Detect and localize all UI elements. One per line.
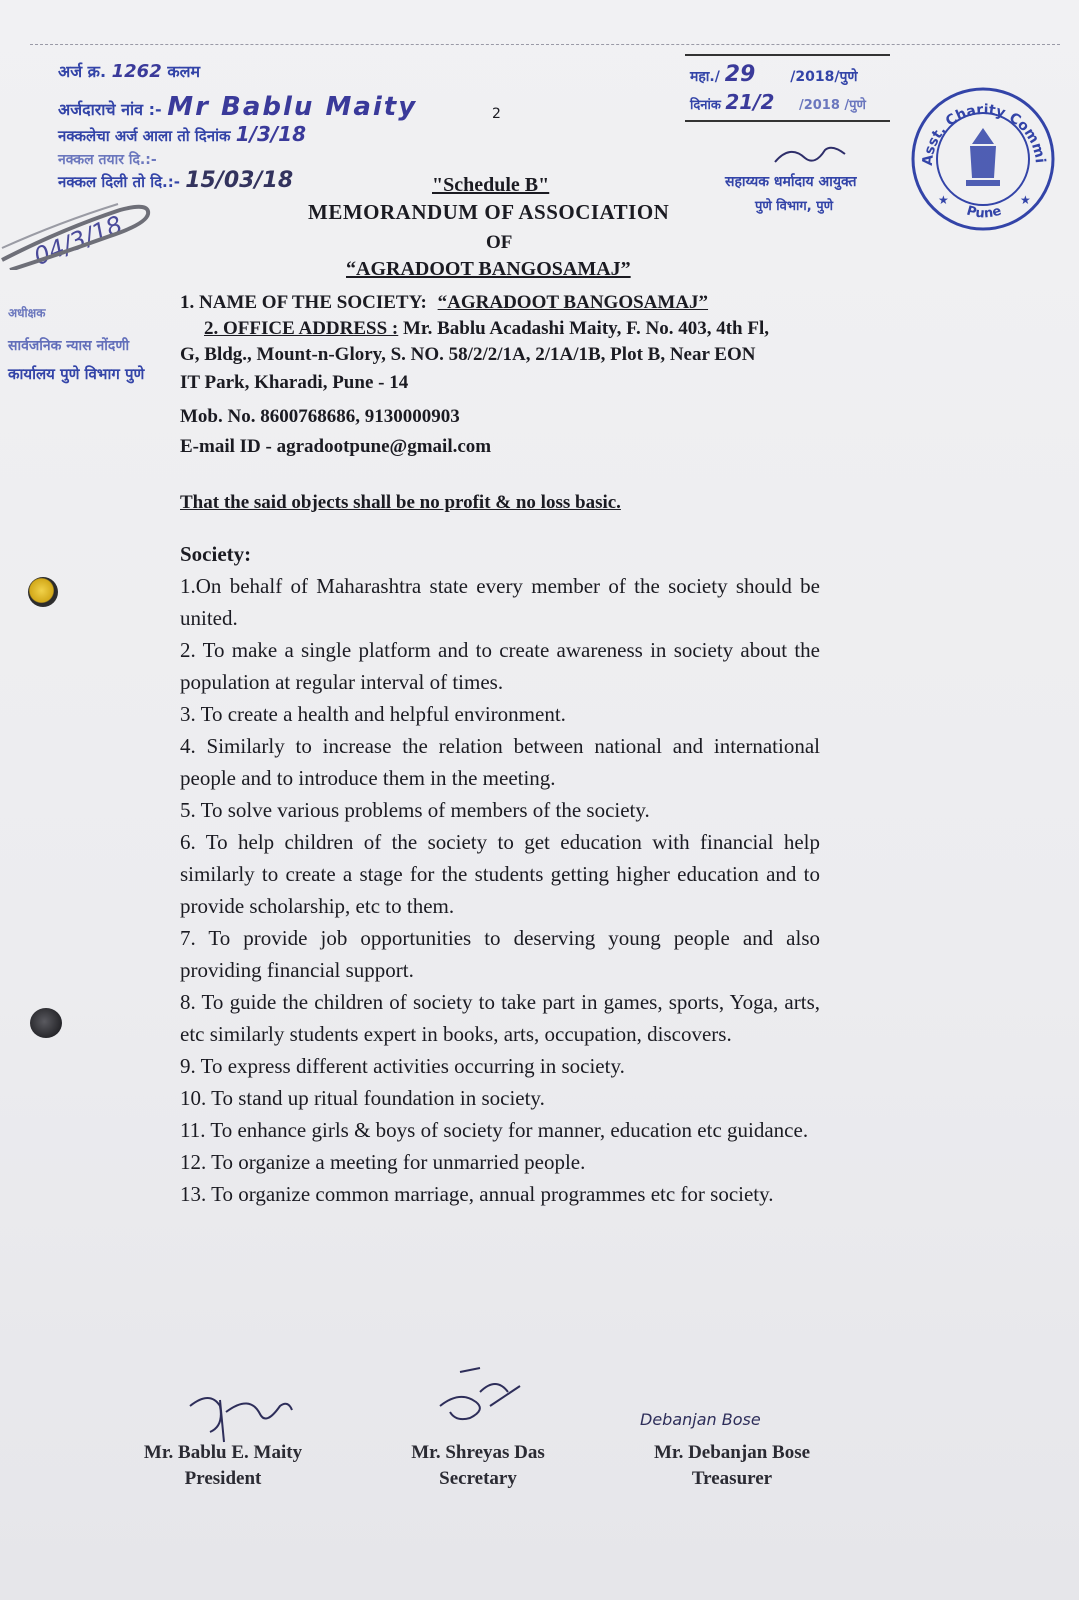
ref-rule-bottom: [685, 120, 890, 122]
object-10: 10. To stand up ritual foundation in society.: [180, 1086, 545, 1110]
object-11: 11. To enhance girls & boys of society for manner, education etc guidance.: [180, 1118, 809, 1142]
ref-line2-value: 21/2: [725, 90, 775, 114]
object-1: 1.On behalf of Maharashtra state every member of the society should be united.: [180, 574, 820, 630]
email-line: E-mail ID - agradootpune@gmail.com: [180, 436, 492, 457]
punch-hole-top: [28, 577, 58, 607]
header-rule: [30, 44, 1060, 45]
society-objects: [180, 538, 820, 1210]
hw-line3-value: 1/3/18: [235, 122, 306, 146]
paper-clip-icon: [0, 200, 160, 270]
margin-note: 04/3/18: [30, 210, 127, 271]
signature-treasurer: Debanjan Bose: [640, 1410, 761, 1429]
punch-hole-bottom: [30, 1008, 62, 1038]
ref-rule-top: [685, 54, 890, 56]
svg-text:Pune: [965, 204, 1004, 222]
svg-text:★: ★: [1020, 193, 1031, 207]
hw-line5-value: 15/03/18: [185, 168, 294, 193]
page-number: 2: [492, 106, 501, 122]
ref-line2-prefix: दिनांक: [690, 98, 721, 113]
object-7: 7. To provide job opportunities to deserving young people and also providing financial support.: [180, 926, 820, 982]
name-value: “AGRADOOT BANGOSAMAJ”: [437, 292, 709, 313]
object-12: 12. To organize a meeting for unmarried people.: [180, 1150, 586, 1174]
of-label: OF: [486, 232, 513, 253]
seal-text-top: Asst. Charity Commi: [919, 101, 1048, 167]
name-label: 1. NAME OF THE SOCIETY:: [180, 292, 427, 313]
hw-line-3: [58, 122, 306, 146]
hw-line-1: [58, 60, 200, 82]
hw-line2-label: अर्जदाराचे नांव :-: [58, 100, 162, 119]
hw-line5-label: नक्कल दिली तो दि.:-: [58, 173, 180, 191]
document-title: MEMORANDUM OF ASSOCIATION: [308, 200, 670, 224]
object-6: 6. To help children of the society to get education with financial help similarly to create a stage for the students getting higher education and to provide scholarship, etc to them.: [180, 830, 820, 918]
signature-secretary-icon: [420, 1362, 530, 1432]
ref-line1-suffix: /2018/पुणे: [790, 69, 858, 85]
hw-line-2: [58, 92, 417, 122]
hw-line1-label: अर्ज क्र.: [58, 62, 107, 81]
address-value-1: Mr. Bablu Acadashi Maity, F. No. 403, 4th Fl,: [403, 318, 769, 339]
hw-line4-label: नक्कल तयार दि.:-: [58, 152, 157, 168]
mobile-line: Mob. No. 8600768686, 9130000903: [180, 406, 460, 427]
object-5: 5. To solve various problems of members of the society.: [180, 798, 650, 822]
ref-line2-suffix: /2018 /पुणे: [798, 98, 866, 113]
signatory-secretary: [378, 1440, 578, 1492]
object-8: 8. To guide the children of society to take part in games, sports, Yoga, arts, etc similarly students expert in books, arts, occupation, discovers.: [180, 990, 820, 1046]
ref-line1-prefix: महा./: [690, 69, 720, 85]
society-name-heading: “AGRADOOT BANGOSAMAJ”: [346, 258, 631, 280]
ref-line-1: [690, 62, 858, 87]
address-line-3: IT Park, Kharadi, Pune - 14: [180, 372, 409, 393]
treasurer-role: Treasurer: [691, 1468, 773, 1489]
official-signature-icon: [770, 140, 850, 170]
schedule-label: "Schedule B": [432, 174, 550, 196]
signature-president-icon: [180, 1386, 300, 1446]
ref-line1-value: 29: [724, 62, 756, 87]
seal-text-bottom: Pune: [964, 203, 1004, 222]
left-stamp-line-2: सार्वजनिक न्यास नोंदणी: [8, 338, 130, 354]
object-13: 13. To organize common marriage, annual programmes etc for society.: [180, 1182, 774, 1206]
address-line-2: G, Bldg., Mount-n-Glory, S. NO. 58/2/2/1A, 2/1A/1B, Plot B, Near EON: [180, 344, 756, 365]
society-heading: Society:: [180, 542, 252, 566]
ref-line-2: [690, 90, 866, 114]
secretary-name: Mr. Shreyas Das: [411, 1442, 545, 1463]
svg-text:★: ★: [938, 193, 949, 207]
office-line-1: सहाय्यक धर्मादाय आयुक्त: [725, 174, 857, 190]
object-9: 9. To express different activities occurring in society.: [180, 1054, 625, 1078]
objects-statement: That the said objects shall be no profit & no loss basic.: [180, 492, 621, 513]
object-4: 4. Similarly to increase the relation between national and international people and to introduce them in the meeting.: [180, 734, 820, 790]
hw-line1-suffix: कलम: [167, 62, 201, 81]
charity-commissioner-seal: [910, 86, 1056, 232]
president-role: President: [184, 1468, 262, 1489]
president-name: Mr. Bablu E. Maity: [143, 1442, 303, 1463]
left-stamp-line-1: अधीक्षक: [8, 306, 46, 320]
hw-line1-value: 1262: [111, 61, 162, 82]
seal-icon: [910, 86, 1056, 232]
signatory-treasurer: [622, 1440, 842, 1492]
address-label: 2. OFFICE ADDRESS :: [204, 318, 399, 339]
object-2: 2. To make a single platform and to create awareness in society about the population at regular interval of times.: [180, 638, 820, 694]
office-line-2: पुणे विभाग, पुणे: [755, 199, 833, 214]
object-3: 3. To create a health and helpful environment.: [180, 702, 566, 726]
secretary-role: Secretary: [439, 1468, 517, 1489]
left-stamp-line-3: कार्यालय पुणे विभाग पुणे: [8, 365, 145, 383]
hw-line3-label: नक्कलेचा अर्ज आला तो दिनांक: [58, 127, 231, 145]
treasurer-name: Mr. Debanjan Bose: [653, 1442, 811, 1463]
hw-line-4: [58, 150, 157, 169]
hw-line2-value: Mr Bablu Maity: [167, 92, 418, 122]
signatory-president: [118, 1440, 328, 1492]
hw-line-5: [58, 168, 293, 193]
